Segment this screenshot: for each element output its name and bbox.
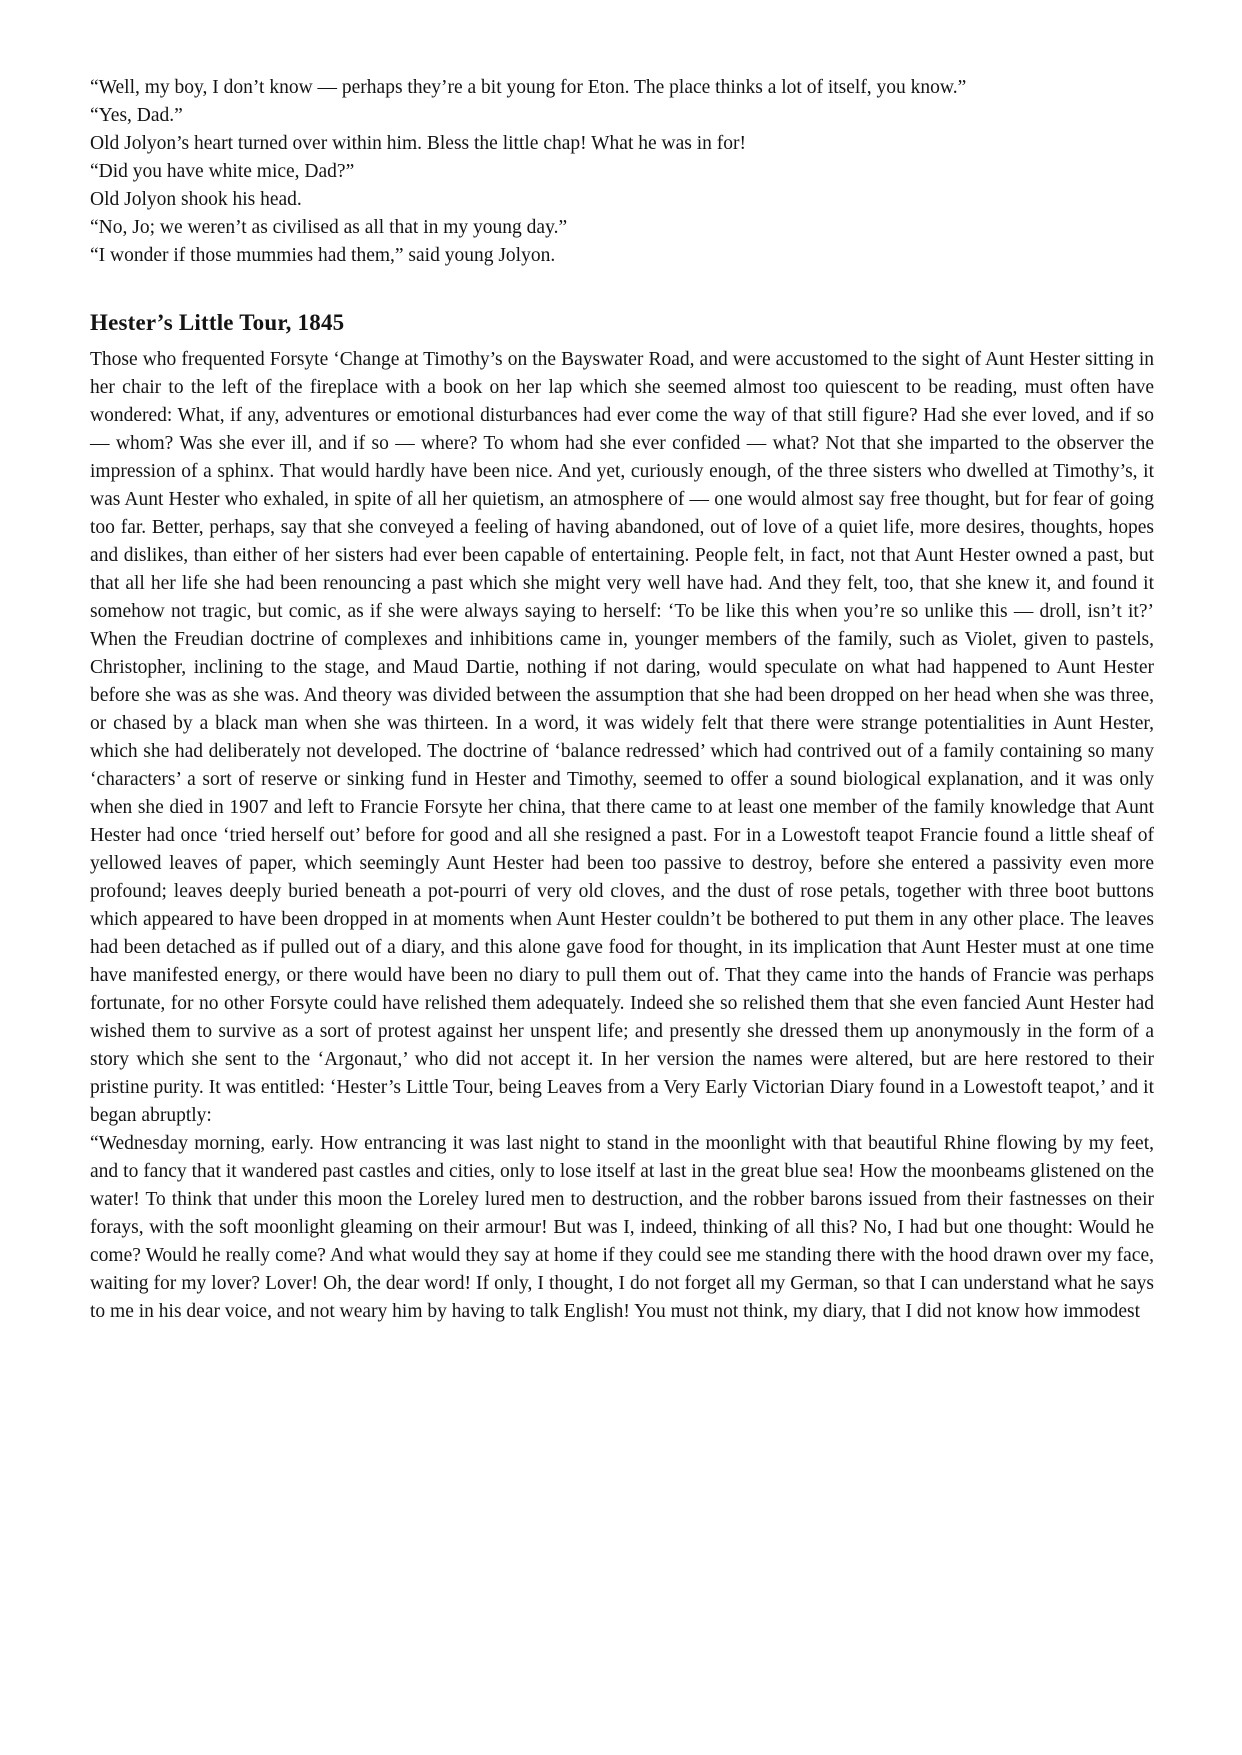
dialogue-line: “Yes, Dad.” xyxy=(90,105,183,126)
body-paragraph: “Wednesday morning, early. How entrancing it was last night to stand in the moonlight with that beautiful Rhine flowing by my feet, and to fancy that it wandered past castles and cities, only to lose itself at last in the great blue sea! How the moonbeams glistened on the water! To think that under this moon the Loreley lured men to destruction, and the robber barons issued from their fastnesses on their forays, with the soft moonlight gleaming on their armour! But was I, indeed, thinking of all this? No, I had but one thought: Would he come? Would he really come? And what would they say at home if they could see me standing there with the hood drawn over my face, waiting for my lover? Lover! Oh, the dear word! If only, I thought, I do not forget all my German, so that I can understand what he says to me in his dear voice, and not weary him by having to talk English! You must not think, my diary, that I did not know how immodest xyxy=(90,1133,1154,1322)
section-heading: Hester’s Little Tour, 1845 xyxy=(90,310,345,335)
dialogue-block xyxy=(90,74,1154,270)
dialogue-line: “No, Jo; we weren’t as civilised as all that in my young day.” xyxy=(90,217,568,238)
dialogue-line: “Did you have white mice, Dad?” xyxy=(90,161,355,182)
body-paragraph: Those who frequented Forsyte ‘Change at Timothy’s on the Bayswater Road, and were accustomed to the sight of Aunt Hester sitting in her chair to the left of the fireplace with a book on her lap which she seemed almost too quiescent to be reading, must often have wondered: What, if any, adventures or emotional disturbances had ever come the way of that still figure? Had she ever loved, and if so — whom? Was she ever ill, and if so — where? To whom had she ever confided — what? Not that she imparted to the observer the impression of a sphinx. That would hardly have been nice. And yet, curiously enough, of the three sisters who dwelled at Timothy’s, it was Aunt Hester who exhaled, in spite of all her quietism, an atmosphere of — one would almost say free thought, but for fear of going too far. Better, perhaps, say that she conveyed a feeling of having abandoned, out of love of a quiet life, more desires, thoughts, hopes and dislikes, than either of her sisters had ever been capable of entertaining. People felt, in fact, not that Aunt Hester owned a past, but that all her life she had been renouncing a past which she might very well have had. And they felt, too, that she knew it, and found it somehow not tragic, but comic, as if she were always saying to herself: ‘To be like this when you’re so unlike this — droll, isn’t it?’ When the Freudian doctrine of complexes and inhibitions came in, younger members of the family, such as Violet, given to pastels, Christopher, inclining to the stage, and Maud Dartie, nothing if not daring, would speculate on what had happened to Aunt Hester before she was as she was. And theory was divided between the assumption that she had been dropped on her head when she was three, or chased by a black man when she was thirteen. In a word, it was widely felt that there were strange potentialities in Aunt Hester, which she had deliberately not developed. The doctrine of ‘balance redressed’ which had contrived out of a family containing so many ‘characters’ a sort of reserve or sinking fund in Hester and Timothy, seemed to offer a sound biological explanation, and it was only when she died in 1907 and left to Francie Forsyte her china, that there came to at least one member of the family knowledge that Aunt Hester had once ‘tried herself out’ before for good and all she resigned a past. For in a Lowestoft teapot Francie found a little sheaf of yellowed leaves of paper, which seemingly Aunt Hester had been too passive to destroy, before she entered a passivity even more profound; leaves deeply buried beneath a pot-pourri of very old cloves, and the dust of rose petals, together with three boot buttons which appeared to have been dropped in at moments when Aunt Hester couldn’t be bothered to put them in any other place. The leaves had been detached as if pulled out of a diary, and this alone gave food for thought, in its implication that Aunt Hester must at one time have manifested energy, or there would have been no diary to pull them out of. That they came into the hands of Francie was perhaps fortunate, for no other Forsyte could have relished them adequately. Indeed she so relished them that she even fancied Aunt Hester had wished them to survive as a sort of protest against her unspent life; and presently she dressed them up anonymously in the form of a story which she sent to the ‘Argonaut,’ who did not accept it. In her version the names were altered, but are here restored to their pristine purity. It was entitled: ‘Hester’s Little Tour, being Leaves from a Very Early Victorian Diary found in a Lowestoft teapot,’ and it began abruptly: xyxy=(90,349,1154,1126)
dialogue-line: Old Jolyon’s heart turned over within him. Bless the little chap! What he was in for! xyxy=(90,133,747,154)
dialogue-line: Old Jolyon shook his head. xyxy=(90,189,302,210)
dialogue-line: “I wonder if those mummies had them,” said young Jolyon. xyxy=(90,245,556,266)
dialogue-line: “Well, my boy, I don’t know — perhaps they’re a bit young for Eton. The place thinks a lot of itself, you know.” xyxy=(90,77,967,98)
